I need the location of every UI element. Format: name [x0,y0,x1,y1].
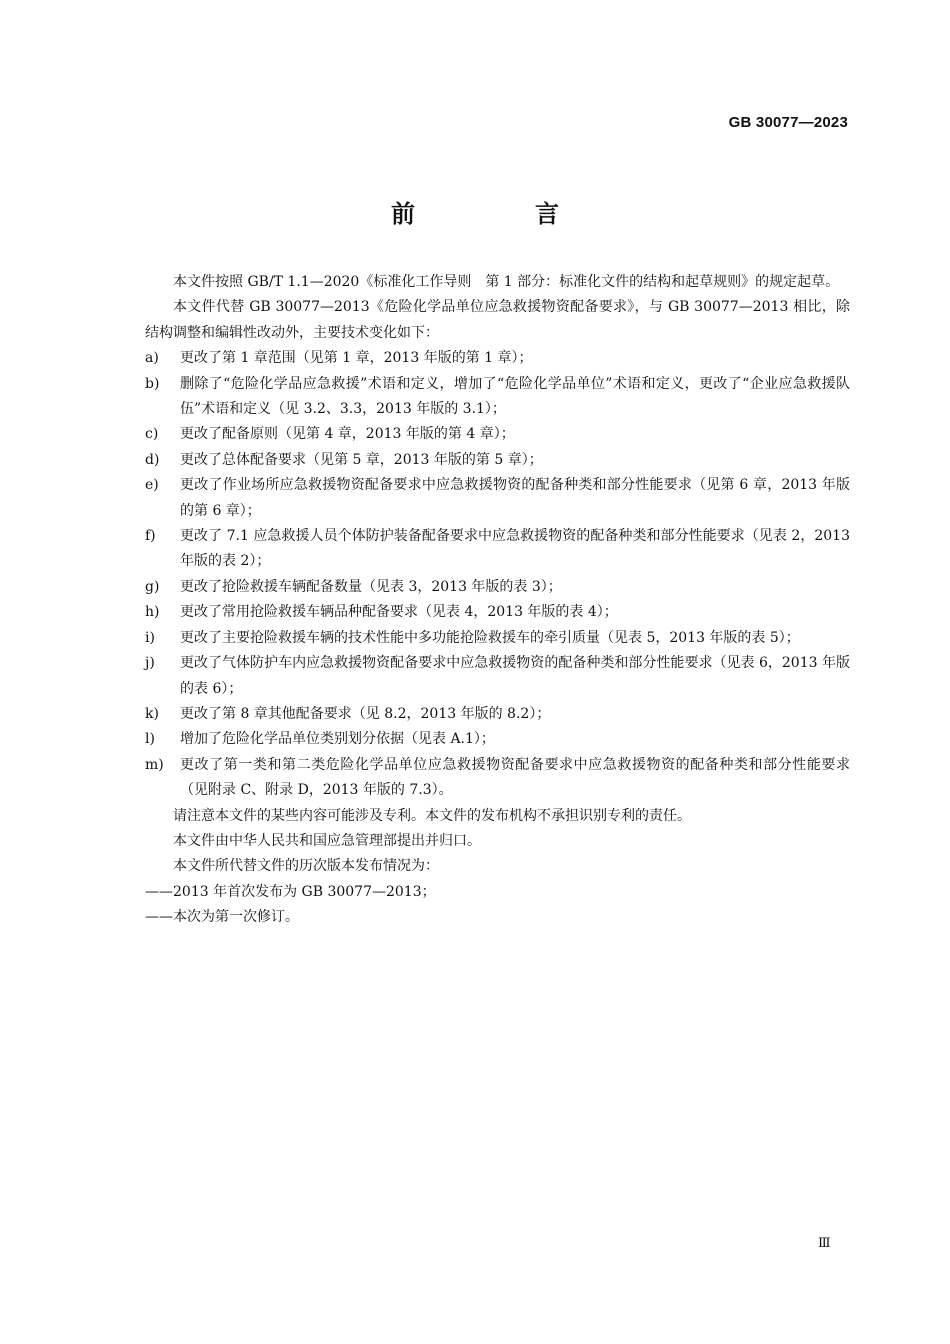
history-item: ——本次为第一次修订。 [145,909,299,926]
item-label: h) [145,604,160,621]
list-item [145,524,850,575]
list-item [145,473,850,524]
item-text: 更改了总体配备要求（见第 5 章，2013 年版的第 5 章）； [180,451,543,468]
list-item [145,753,850,804]
item-label: g) [145,578,160,595]
list-item [145,448,850,473]
item-label: e) [145,477,159,494]
intro-paragraph: 本文件按照 GB/T 1.1—2020《标准化工作导则 第 1 部分：标准化文件的结构和起草规则》的规定起草。 [173,274,840,290]
item-label: f) [145,528,156,545]
item-label: j) [145,655,155,672]
item-label: k) [145,705,159,722]
closing-paragraph: 本文件由中华人民共和国应急管理部提出并归口。 [173,832,481,849]
change-list [145,346,850,803]
item-text: 更改了主要抢险救援车辆的技术性能中多功能抢险救援车的牵引质量（见表 5，2013 年版的表 5）； [180,629,800,646]
list-item [145,600,850,625]
list-item [145,346,850,371]
history-item: ——2013 年首次发布为 GB 30077—2013； [145,883,436,900]
item-label: l) [145,731,155,748]
item-text: 更改了 7.1 应急救援人员个体防护装备配备要求中应急救援物资的配备种类和部分性能要求（见表 2，2013 年版的表 2）； [180,528,850,570]
list-item [145,626,850,651]
list-item [145,575,850,600]
list-item [145,422,850,447]
item-label: c) [145,426,159,443]
intro-paragraph: 本文件代替 GB 30077—2013《危险化学品单位应急救援物资配备要求》，与 GB 30077—2013 相比，除结构调整和编辑性改动外，主要技术变化如下： [145,299,850,341]
closing-paragraph: 请注意本文件的某些内容可能涉及专利。本文件的发布机构不承担识别专利的责任。 [173,807,691,824]
item-text: 更改了气体防护车内应急救援物资配备要求中应急救援物资的配备种类和部分性能要求（见表 6，2013 年版的表 6）； [180,655,850,697]
list-item [145,702,850,727]
item-text: 增加了危险化学品单位类别划分依据（见表 A.1）； [180,731,495,748]
page-number: Ⅲ [818,1236,831,1251]
item-text: 删除了“危险化学品应急救援”术语和定义，增加了“危险化学品单位”术语和定义，更改了“企业应急救援队伍”术语和定义（见 3.2、3.3，2013 年版的 3.1）； [180,375,850,418]
item-text: 更改了第一类和第二类危险化学品单位应急救援物资配备要求中应急救援物资的配备种类和部分性能要求（见附录 C、附录 D，2013 年版的 7.3）。 [180,756,850,799]
item-label: i) [145,629,155,646]
closing-paragraph: 本文件所代替文件的历次版本发布情况为： [173,858,439,875]
item-text: 更改了作业场所应急救援物资配备要求中应急救援物资的配备种类和部分性能要求（见第 6 章，2013 年版的第 6 章）； [180,477,850,519]
item-text: 更改了配备原则（见第 4 章，2013 年版的第 4 章）； [180,426,515,443]
item-text: 更改了常用抢险救援车辆品种配备要求（见表 4，2013 年版的表 4）； [180,604,618,621]
item-text: 更改了第 1 章范围（见第 1 章，2013 年版的第 1 章）； [180,350,533,367]
item-label: m) [145,756,164,773]
preface-body [145,270,850,931]
item-text: 更改了第 8 章其他配备要求（见 8.2，2013 年版的 8.2）； [180,705,551,722]
item-label: b) [145,375,160,392]
item-text: 更改了抢险救援车辆配备数量（见表 3，2013 年版的表 3）； [180,578,562,595]
item-label: a) [145,350,159,367]
document-code: GB 30077—2023 [728,114,848,131]
list-item [145,651,850,702]
page-title: 前 言 [391,200,607,228]
item-label: d) [145,451,160,468]
list-item [145,727,850,752]
list-item [145,372,850,423]
